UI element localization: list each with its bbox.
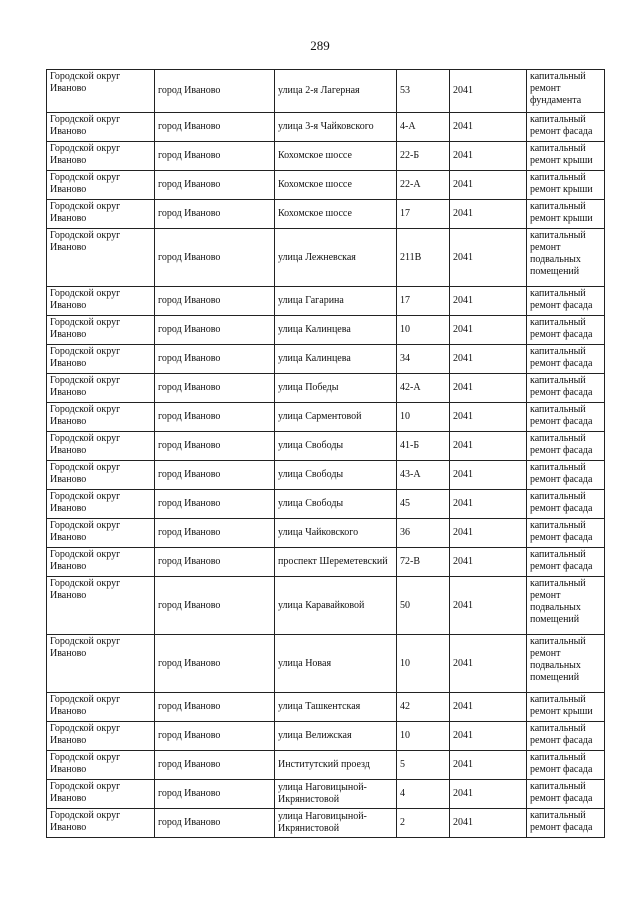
year-cell: 2041 xyxy=(450,374,527,403)
municipality-cell: Городской округ Иваново xyxy=(47,113,155,142)
work-type-cell: капитальный ремонт подвальных помещений xyxy=(527,635,605,693)
year-cell: 2041 xyxy=(450,229,527,287)
city-cell: город Иваново xyxy=(155,229,275,287)
year-cell: 2041 xyxy=(450,345,527,374)
street-cell: улица 3-я Чайковского xyxy=(275,113,397,142)
table-row xyxy=(47,403,605,432)
year-cell: 2041 xyxy=(450,432,527,461)
municipality-cell: Городской округ Иваново xyxy=(47,635,155,693)
city-cell: город Иваново xyxy=(155,113,275,142)
year-cell: 2041 xyxy=(450,200,527,229)
year-cell: 2041 xyxy=(450,519,527,548)
house-number-cell: 34 xyxy=(397,345,450,374)
work-type-cell: капитальный ремонт фасада xyxy=(527,809,605,838)
table-row xyxy=(47,461,605,490)
street-cell: улица 2-я Лагерная xyxy=(275,70,397,113)
work-type-cell: капитальный ремонт фасада xyxy=(527,461,605,490)
municipality-cell: Городской округ Иваново xyxy=(47,780,155,809)
house-number-cell: 45 xyxy=(397,490,450,519)
street-cell: улица Гагарина xyxy=(275,287,397,316)
work-type-cell: капитальный ремонт подвальных помещений xyxy=(527,229,605,287)
city-cell: город Иваново xyxy=(155,548,275,577)
table-row xyxy=(47,809,605,838)
city-cell: город Иваново xyxy=(155,345,275,374)
municipality-cell: Городской округ Иваново xyxy=(47,577,155,635)
municipality-cell: Городской округ Иваново xyxy=(47,403,155,432)
year-cell: 2041 xyxy=(450,751,527,780)
year-cell: 2041 xyxy=(450,142,527,171)
house-number-cell: 2 xyxy=(397,809,450,838)
work-type-cell: капитальный ремонт фасада xyxy=(527,490,605,519)
street-cell: улица Лежневская xyxy=(275,229,397,287)
table-row xyxy=(47,113,605,142)
table-row xyxy=(47,287,605,316)
house-number-cell: 4 xyxy=(397,780,450,809)
work-type-cell: капитальный ремонт крыши xyxy=(527,171,605,200)
city-cell: город Иваново xyxy=(155,722,275,751)
house-number-cell: 53 xyxy=(397,70,450,113)
table-row xyxy=(47,780,605,809)
work-type-cell: капитальный ремонт фасада xyxy=(527,722,605,751)
house-number-cell: 72-В xyxy=(397,548,450,577)
year-cell: 2041 xyxy=(450,490,527,519)
work-type-cell: капитальный ремонт фасада xyxy=(527,316,605,345)
house-number-cell: 211В xyxy=(397,229,450,287)
house-number-cell: 10 xyxy=(397,635,450,693)
municipality-cell: Городской округ Иваново xyxy=(47,345,155,374)
year-cell: 2041 xyxy=(450,171,527,200)
table-row xyxy=(47,374,605,403)
work-type-cell: капитальный ремонт фасада xyxy=(527,751,605,780)
work-type-cell: капитальный ремонт фасада xyxy=(527,287,605,316)
street-cell: улица Сарментовой xyxy=(275,403,397,432)
street-cell: улица Каравайковой xyxy=(275,577,397,635)
year-cell: 2041 xyxy=(450,70,527,113)
house-number-cell: 10 xyxy=(397,403,450,432)
table-row xyxy=(47,635,605,693)
municipality-cell: Городской округ Иваново xyxy=(47,142,155,171)
table-row xyxy=(47,142,605,171)
municipality-cell: Городской округ Иваново xyxy=(47,200,155,229)
municipality-cell: Городской округ Иваново xyxy=(47,229,155,287)
year-cell: 2041 xyxy=(450,780,527,809)
table-row xyxy=(47,751,605,780)
work-type-cell: капитальный ремонт фасада xyxy=(527,345,605,374)
city-cell: город Иваново xyxy=(155,519,275,548)
municipality-cell: Городской округ Иваново xyxy=(47,809,155,838)
municipality-cell: Городской округ Иваново xyxy=(47,519,155,548)
work-type-cell: капитальный ремонт фасада xyxy=(527,403,605,432)
year-cell: 2041 xyxy=(450,287,527,316)
street-cell: улица Велижская xyxy=(275,722,397,751)
table-row xyxy=(47,171,605,200)
work-type-cell: капитальный ремонт фасада xyxy=(527,519,605,548)
city-cell: город Иваново xyxy=(155,403,275,432)
house-number-cell: 36 xyxy=(397,519,450,548)
municipality-cell: Городской округ Иваново xyxy=(47,722,155,751)
city-cell: город Иваново xyxy=(155,316,275,345)
work-type-cell: капитальный ремонт фасада xyxy=(527,432,605,461)
table-row xyxy=(47,229,605,287)
street-cell: улица Калинцева xyxy=(275,345,397,374)
year-cell: 2041 xyxy=(450,809,527,838)
house-number-cell: 22-А xyxy=(397,171,450,200)
city-cell: город Иваново xyxy=(155,635,275,693)
house-number-cell: 10 xyxy=(397,722,450,751)
repair-schedule-table xyxy=(46,69,605,838)
house-number-cell: 4-А xyxy=(397,113,450,142)
house-number-cell: 10 xyxy=(397,316,450,345)
work-type-cell: капитальный ремонт фундамента xyxy=(527,70,605,113)
municipality-cell: Городской округ Иваново xyxy=(47,432,155,461)
table-row xyxy=(47,693,605,722)
municipality-cell: Городской округ Иваново xyxy=(47,751,155,780)
house-number-cell: 5 xyxy=(397,751,450,780)
street-cell: Кохомское шоссе xyxy=(275,171,397,200)
table-row xyxy=(47,70,605,113)
table-row xyxy=(47,432,605,461)
city-cell: город Иваново xyxy=(155,751,275,780)
work-type-cell: капитальный ремонт фасада xyxy=(527,548,605,577)
house-number-cell: 43-А xyxy=(397,461,450,490)
street-cell: улица Наговицыной-Икрянистовой xyxy=(275,809,397,838)
year-cell: 2041 xyxy=(450,635,527,693)
house-number-cell: 17 xyxy=(397,200,450,229)
table-row xyxy=(47,722,605,751)
work-type-cell: капитальный ремонт крыши xyxy=(527,200,605,229)
street-cell: улица Свободы xyxy=(275,490,397,519)
work-type-cell: капитальный ремонт фасада xyxy=(527,374,605,403)
table-row xyxy=(47,548,605,577)
house-number-cell: 42 xyxy=(397,693,450,722)
street-cell: улица Наговицыной-Икрянистовой xyxy=(275,780,397,809)
street-cell: Кохомское шоссе xyxy=(275,142,397,171)
work-type-cell: капитальный ремонт крыши xyxy=(527,142,605,171)
municipality-cell: Городской округ Иваново xyxy=(47,171,155,200)
table-row xyxy=(47,200,605,229)
table-row xyxy=(47,490,605,519)
street-cell: улица Калинцева xyxy=(275,316,397,345)
municipality-cell: Городской округ Иваново xyxy=(47,287,155,316)
municipality-cell: Городской округ Иваново xyxy=(47,461,155,490)
house-number-cell: 22-Б xyxy=(397,142,450,171)
city-cell: город Иваново xyxy=(155,142,275,171)
year-cell: 2041 xyxy=(450,577,527,635)
street-cell: улица Чайковского xyxy=(275,519,397,548)
table-row xyxy=(47,519,605,548)
house-number-cell: 41-Б xyxy=(397,432,450,461)
street-cell: улица Ташкентская xyxy=(275,693,397,722)
year-cell: 2041 xyxy=(450,316,527,345)
year-cell: 2041 xyxy=(450,548,527,577)
city-cell: город Иваново xyxy=(155,693,275,722)
municipality-cell: Городской округ Иваново xyxy=(47,374,155,403)
table-row xyxy=(47,345,605,374)
city-cell: город Иваново xyxy=(155,780,275,809)
city-cell: город Иваново xyxy=(155,200,275,229)
city-cell: город Иваново xyxy=(155,374,275,403)
city-cell: город Иваново xyxy=(155,70,275,113)
year-cell: 2041 xyxy=(450,113,527,142)
year-cell: 2041 xyxy=(450,722,527,751)
year-cell: 2041 xyxy=(450,693,527,722)
table-row xyxy=(47,577,605,635)
street-cell: улица Победы xyxy=(275,374,397,403)
work-type-cell: капитальный ремонт фасада xyxy=(527,780,605,809)
city-cell: город Иваново xyxy=(155,461,275,490)
city-cell: город Иваново xyxy=(155,809,275,838)
city-cell: город Иваново xyxy=(155,490,275,519)
street-cell: Кохомское шоссе xyxy=(275,200,397,229)
street-cell: Институтский проезд xyxy=(275,751,397,780)
municipality-cell: Городской округ Иваново xyxy=(47,490,155,519)
work-type-cell: капитальный ремонт фасада xyxy=(527,113,605,142)
page-number: 289 xyxy=(310,38,330,53)
street-cell: улица Свободы xyxy=(275,461,397,490)
work-type-cell: капитальный ремонт подвальных помещений xyxy=(527,577,605,635)
house-number-cell: 42-А xyxy=(397,374,450,403)
city-cell: город Иваново xyxy=(155,171,275,200)
year-cell: 2041 xyxy=(450,403,527,432)
house-number-cell: 17 xyxy=(397,287,450,316)
street-cell: проспект Шереметевский xyxy=(275,548,397,577)
house-number-cell: 50 xyxy=(397,577,450,635)
city-cell: город Иваново xyxy=(155,577,275,635)
municipality-cell: Городской округ Иваново xyxy=(47,316,155,345)
municipality-cell: Городской округ Иваново xyxy=(47,548,155,577)
municipality-cell: Городской округ Иваново xyxy=(47,70,155,113)
table-row xyxy=(47,316,605,345)
work-type-cell: капитальный ремонт крыши xyxy=(527,693,605,722)
municipality-cell: Городской округ Иваново xyxy=(47,693,155,722)
year-cell: 2041 xyxy=(450,461,527,490)
city-cell: город Иваново xyxy=(155,287,275,316)
street-cell: улица Новая xyxy=(275,635,397,693)
city-cell: город Иваново xyxy=(155,432,275,461)
street-cell: улица Свободы xyxy=(275,432,397,461)
